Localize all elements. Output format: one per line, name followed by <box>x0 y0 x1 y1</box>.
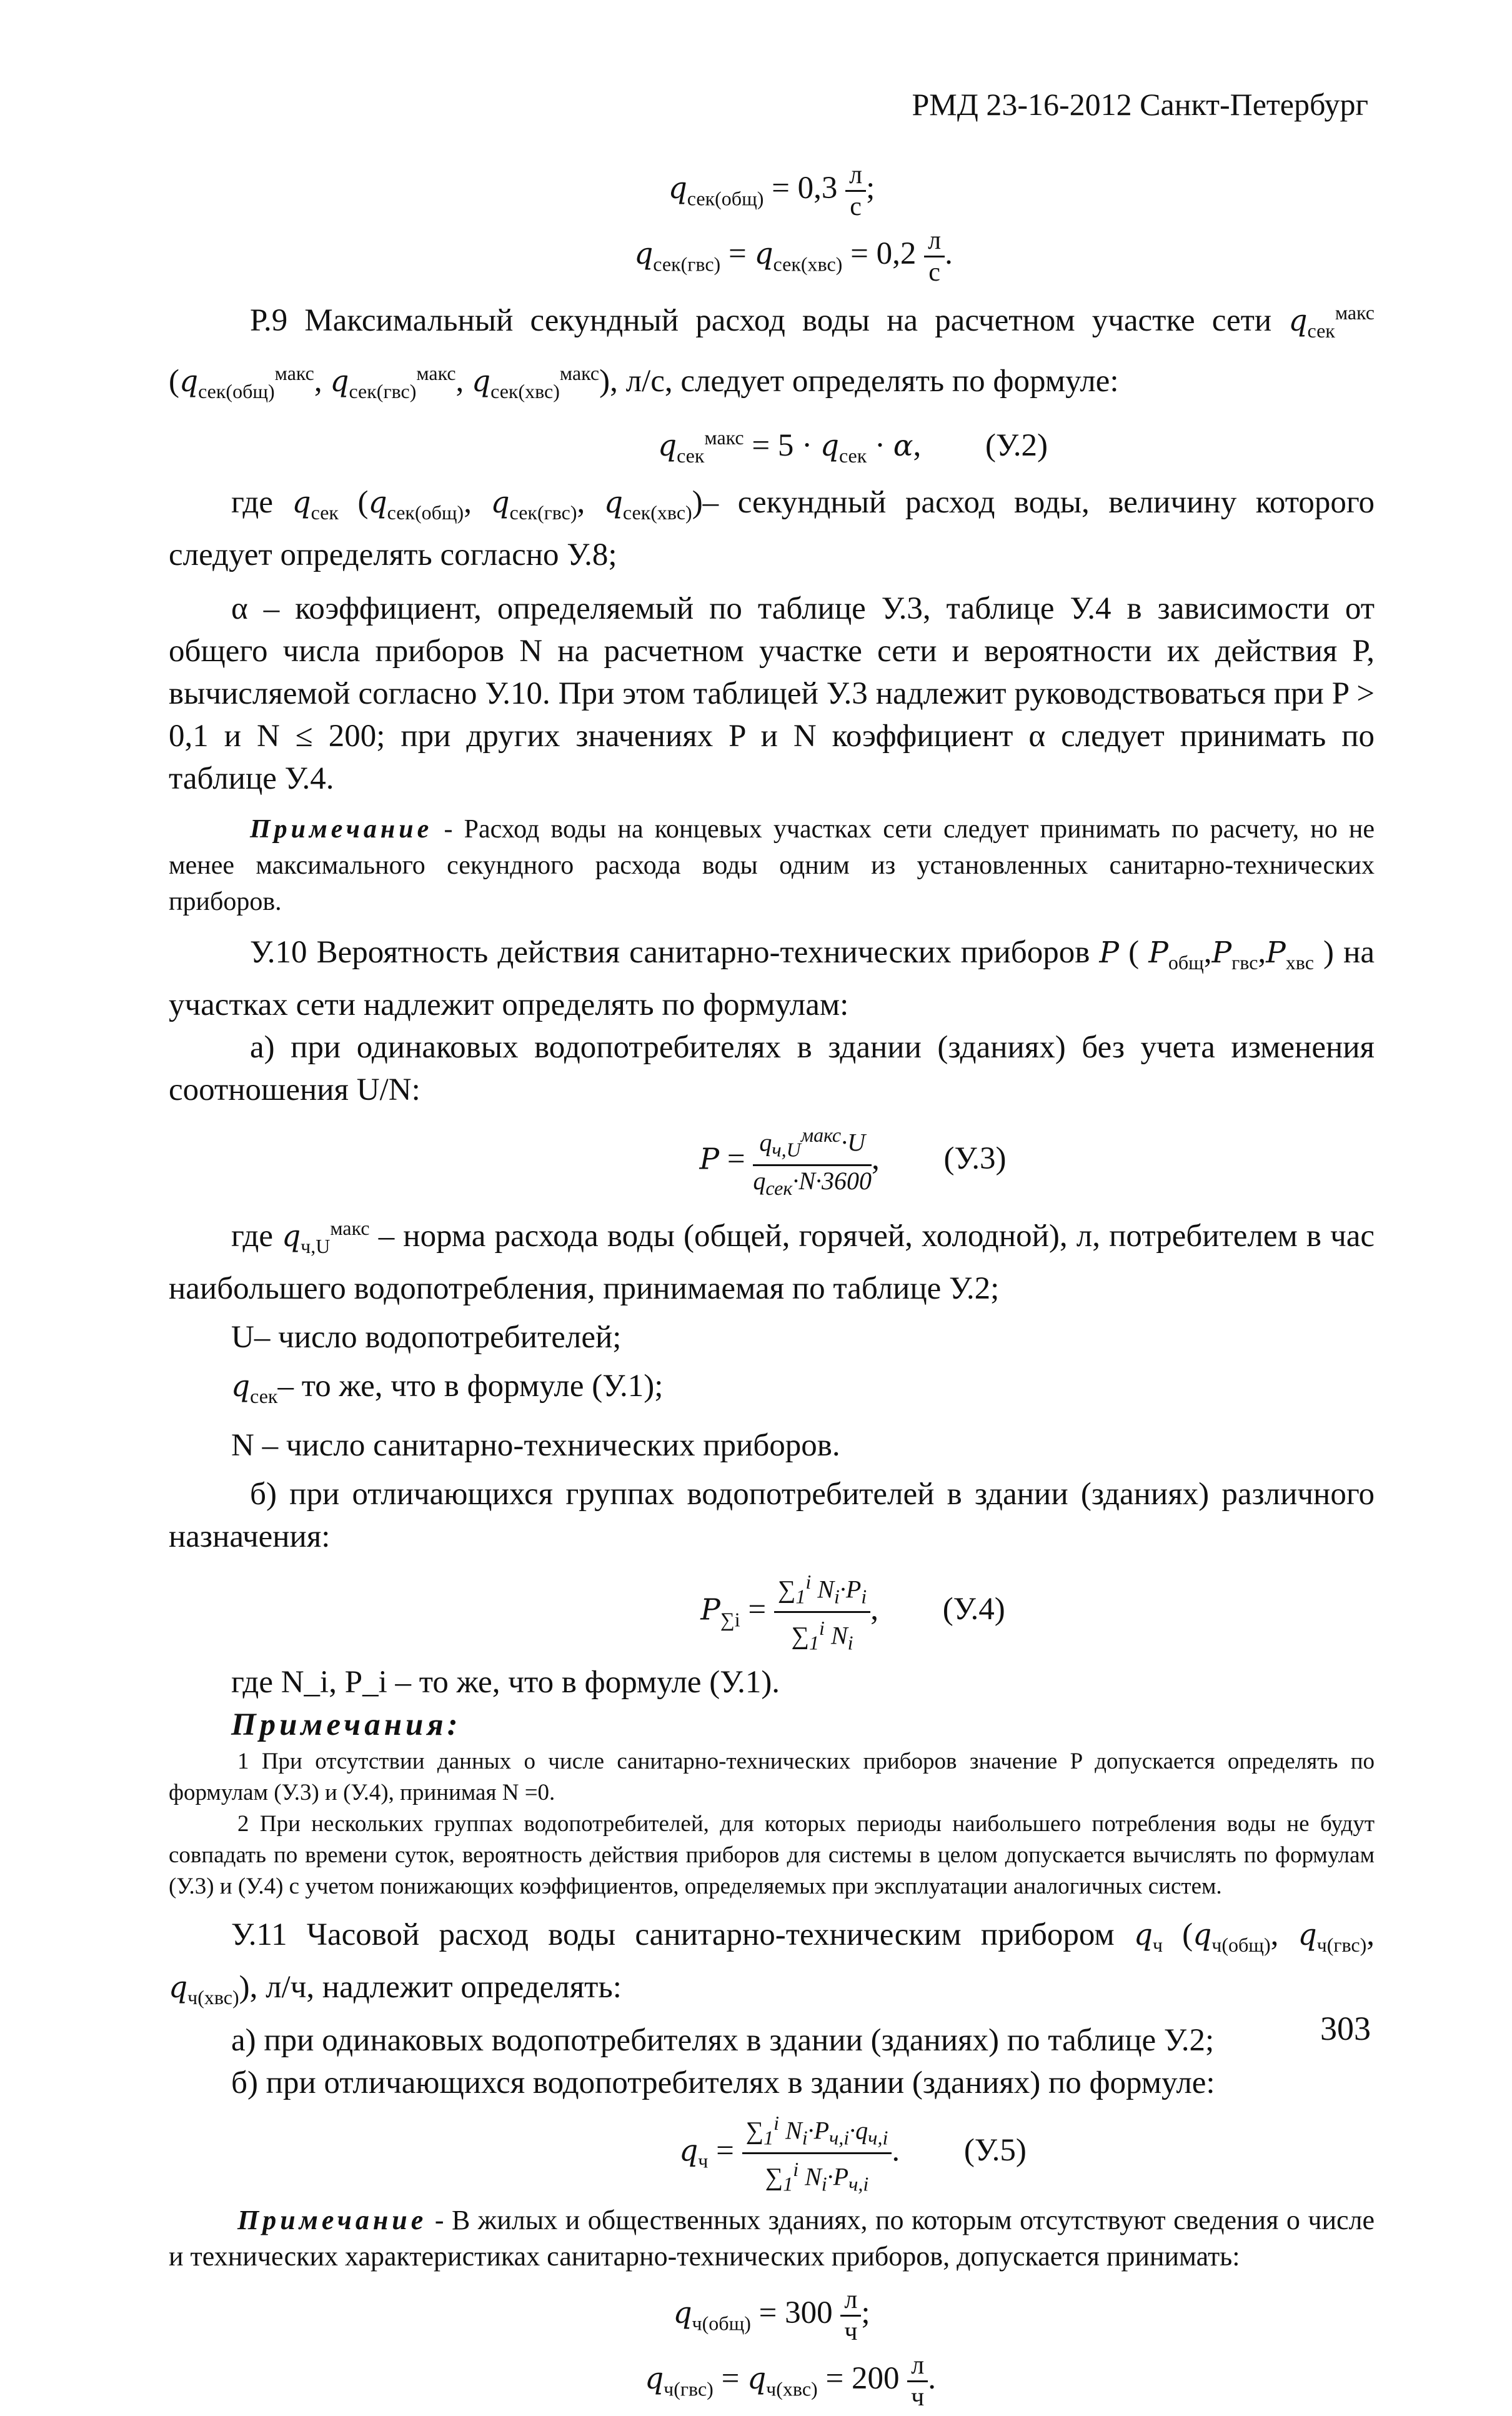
notes-title <box>169 1704 1375 1746</box>
page-number: 303 <box>1320 2010 1371 2047</box>
note3-title: Примечание <box>237 2205 427 2236</box>
paragraph-y11-a: а) при одинаковых водопотребителях в здании (зданиях) по таблице У.2; <box>231 2022 1215 2058</box>
paragraph-y10-b: б) при отличающихся группах водопотребителей в здании (зданиях) различного назначения: <box>169 1476 1375 1554</box>
paragraph-where-y2: где $q_{сек}$ ($q_{сек(общ)}$, $q_{сек(гвс)}$, $q_{сек(хвс)})-$ секундный расход воды, величину которого следует определять согласно У.8; <box>169 484 1375 572</box>
paragraph-y10: У.10 Вероятность действия санитарно-технических приборов P ( $P_{общ},P_{гвс},P_{хвс}$ ) на участках сети надлежит определять по формулам: <box>169 934 1375 1022</box>
equation-number-y3: (У.3) <box>943 1141 1007 1177</box>
page-header: РМД 23-16-2012 Санкт-Петербург <box>912 87 1368 122</box>
paragraph-u-def: U– число водопотребителей; <box>231 1320 622 1355</box>
where2-text: – секундный расход воды, величину которого следует определять согласно У.8; <box>169 484 1375 572</box>
note-3 <box>169 2202 1375 2275</box>
note1-title: Примечание <box>250 814 433 844</box>
paragraph-where-y4: где N_i, P_i – то же, что в формуле (У.1). <box>231 1665 780 1700</box>
y10-text: У.10 Вероятность действия санитарно-технических приборов <box>250 934 1090 970</box>
formula-y3: P = $\frac{q_{ч,U}^{макс}\cdot U}{q_{сек}\cdot N\cdot 3600}$ , (У.3) <box>331 1120 1375 1203</box>
formula-y4: $P_{\sum i}$ = $\frac{\sum_1^i N_i\cdot P_i}{\sum_1^i N_i}$ , (У.4) <box>331 1567 1375 1658</box>
y11-text: У.11 Часовой расход воды санитарно-техническим прибором <box>231 1917 1115 1953</box>
p9-text-end: , л/с, следует определять по формуле: <box>610 364 1119 399</box>
formula-qch-gvs: $q_{ч(гвс)} = q_{ч(хвс)} = 200$ $\frac{л}{ч}$ . <box>645 2351 936 2412</box>
note1-text: - Расход воды на концевых участках сети следует принимать по расчету, но не менее максимального секундного расхода воды одним из установленных санитарно-технических приборов. <box>169 814 1375 916</box>
paragraph-y11: У.11 Часовой расход воды санитарно-техническим прибором $q_ч$ ($q_{ч(общ)}$, $q_{ч(гвс)}$, $q_{ч(хвс)}$), л/ч, надлежит определять: <box>169 1917 1375 2009</box>
formula-y5: $q_ч$ = $\frac{\sum_1^i N_i\cdot P_{ч,i}\cdot q_{ч,i}}{\sum_1^i N_i\cdot P_{ч,i}}$ . (У.5) <box>331 2108 1375 2199</box>
paragraph-n-def: N – число санитарно-технических приборов. <box>231 1427 840 1463</box>
qsec-def-text: – то же, что в формуле (У.1); <box>277 1369 664 1404</box>
where-label: где <box>231 484 273 520</box>
paragraph-where-y3: где $q_{ч,U}^{макс}$ – норма расхода воды (общей, горячей, холодной), л, потребителем в час наибольшего водопотребления, принимаемая по таблице У.2; <box>169 1217 1375 1307</box>
document-body <box>169 156 1375 2416</box>
note-item-1: 1 При отсутствии данных о числе санитарно-технических приборов значение P допускается определять по формулам (У.3) и (У.4), принимая N =0. <box>169 1749 1375 1806</box>
equation-number-y5: (У.5) <box>963 2133 1027 2169</box>
equation-number-y4: (У.4) <box>942 1592 1005 1627</box>
paragraph-p9: Р.9 Максимальный секундный расход воды на расчетном участке сети $q_{сек}^{макс}$ ($q_{сек(общ)}^{макс}$, $q_{сек(гвс)}^{макс}$, $q_{сек(хвс)}^{макс}$), л/с, следует определять по формуле: <box>169 301 1375 403</box>
note-item-2: 2 При нескольких группах водопотребителей, для которых периоды наибольшего потребления воды не будут совпадать по времени суток, вероятность действия приборов для системы в целом допускается вычислять по формулам (У.3) и (У.4) с учетом понижающих коэффициентов, определяемых при эксплуатации аналогичных систем. <box>169 1811 1375 1900</box>
y10-text-end: на участках сети надлежит определять по формулам: <box>169 934 1375 1022</box>
paragraph-alpha: α – коэффициент, определяемый по таблице У.3, таблице У.4 в зависимости от общего числа приборов N на расчетном участке сети и вероятности их действия P, вычисляемой согласно У.10. При этом таблицей У.3 надлежит руководствоваться при P > 0,1 и N ≤ 200; при других значениях P и N коэффициент α следует принимать по таблице У.4. <box>169 591 1375 796</box>
p9-text: Р.9 Максимальный секундный расход воды на расчетном участке сети <box>250 303 1272 338</box>
paragraph-y11-b: б) при отличающихся водопотребителях в здании (зданиях) по формуле: <box>231 2065 1215 2100</box>
note-1 <box>169 811 1375 920</box>
paragraph-y10-a: а) при одинаковых водопотребителях в здании (зданиях) без учета изменения соотношения U/N: <box>169 1029 1375 1107</box>
y11-text-end: л/ч, надлежит определять: <box>266 1970 622 2005</box>
notes-title-text: Примечания: <box>231 1707 462 1743</box>
formula-y2: $q_{сек}^{макс} = 5 \cdot q_{сек} \cdot \alpha$, (У.2) <box>331 416 1375 477</box>
note3-text: - В жилых и общественных зданиях, по которым отсутствуют сведения о числе и технических характеристиках санитарно-технических приборов, допускается принимать: <box>169 2205 1375 2272</box>
equation-number-y2: (У.2) <box>985 428 1048 464</box>
formula-qsec-gvs: $q_{сек(гвс)} = q_{сек(хвс)} = 0,2$ $\frac{л}{с}$ . <box>634 226 953 287</box>
where3-text: – норма расхода воды (общей, горячей, холодной), л, потребителем в час наибольшего водопотребления, принимаемая по таблице У.2; <box>169 1219 1375 1307</box>
paragraph-qsec-def: $q_{сек}-$ то же, что в формуле (У.1); <box>231 1369 664 1408</box>
formula-qch-obsch: $q_{ч(общ)} = 300$ $\frac{л}{ч}$ ; <box>673 2285 870 2347</box>
formula-qsec-obsch: $q_{сек(общ)} = 0,3$ $\frac{л}{с}$ ; <box>668 161 875 221</box>
